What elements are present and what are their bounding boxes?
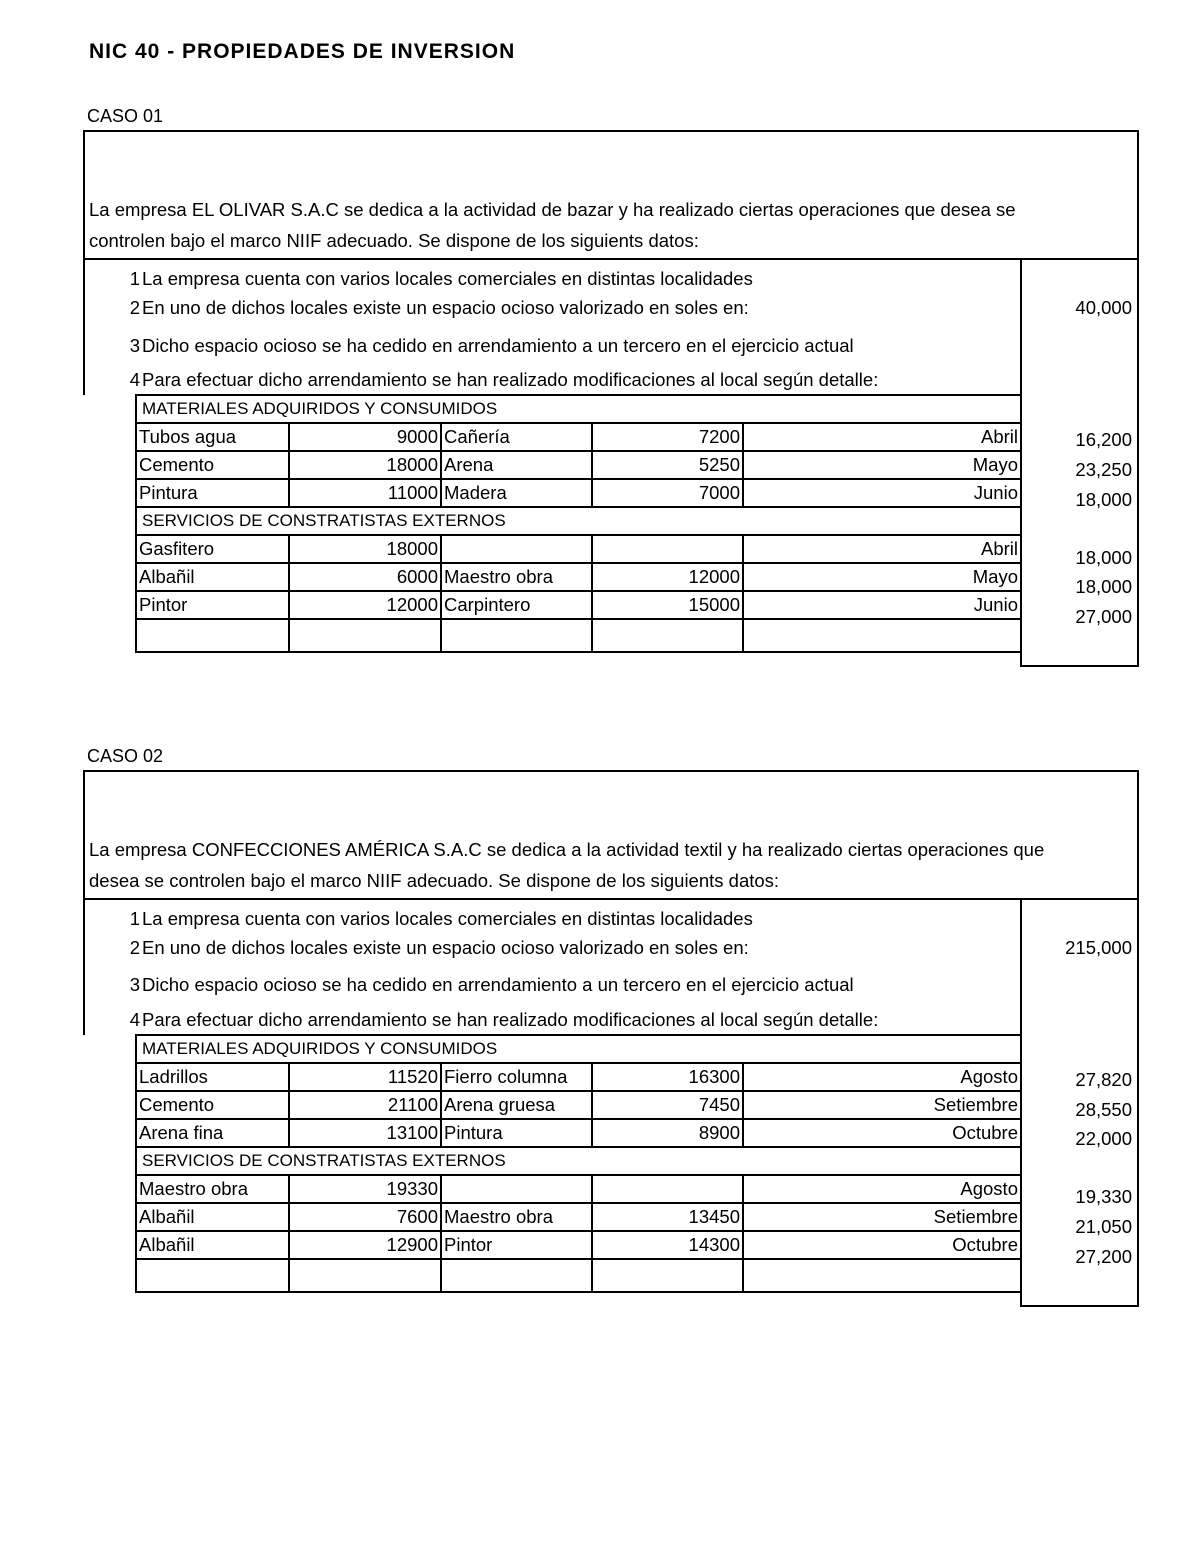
case-01-item-2-total: 40,000	[1075, 297, 1132, 318]
case-02-item-3: 3 Dicho espacio ocioso se ha cedido en arrendamiento a un tercero en el ejercicio actual	[129, 974, 854, 995]
table-cell: Fierro columna	[441, 1063, 592, 1091]
table-cell: Arena gruesa	[441, 1091, 592, 1119]
table-cell: Maestro obra	[136, 1175, 289, 1203]
table-cell: 12000	[592, 563, 743, 591]
case-02-item-2: 2 En uno de dichos locales existe un espacio ocioso valorizado en soles en:	[129, 937, 749, 958]
table-cell: Albañil	[136, 1203, 289, 1231]
table-row	[136, 591, 1021, 619]
table-row	[136, 423, 1021, 451]
case-02-materials-total-3: 22,000	[1075, 1128, 1132, 1149]
table-row	[136, 395, 1021, 423]
case-01-intro-box	[83, 130, 1139, 260]
table-cell	[136, 619, 289, 652]
table-cell: Octubre	[743, 1231, 1021, 1259]
case-01-intro-line-2: controlen bajo el marco NIIF adecuado. Se dispone de los siguients datos:	[89, 230, 699, 251]
table-cell	[289, 619, 441, 652]
table-row	[136, 619, 1021, 652]
table-cell: Pintor	[441, 1231, 592, 1259]
table-cell: Tubos agua	[136, 423, 289, 451]
table-cell: 11000	[289, 479, 441, 507]
table-cell: Pintura	[441, 1119, 592, 1147]
table-row	[136, 451, 1021, 479]
table-cell: 12900	[289, 1231, 441, 1259]
table-cell: Agosto	[743, 1175, 1021, 1203]
table-cell: Setiembre	[743, 1203, 1021, 1231]
case-01-materials-total-3: 18,000	[1075, 489, 1132, 510]
table-cell	[441, 535, 592, 563]
case-02-item-1: 1 La empresa cuenta con varios locales comerciales en distintas localidades	[129, 908, 753, 929]
table-cell: Albañil	[136, 1231, 289, 1259]
table-cell	[743, 1259, 1021, 1292]
case-02-materials-total-1: 27,820	[1075, 1069, 1132, 1090]
table-cell: Octubre	[743, 1119, 1021, 1147]
case-01-left-border	[83, 258, 85, 395]
case-02-services-total-2: 21,050	[1075, 1216, 1132, 1237]
table-cell: Gasfitero	[136, 535, 289, 563]
case-01-item-1: 1 La empresa cuenta con varios locales comerciales en distintas localidades	[129, 268, 753, 289]
case-01-materials-header: MATERIALES ADQUIRIDOS Y CONSUMIDOS	[136, 395, 1021, 423]
table-cell: Agosto	[743, 1063, 1021, 1091]
table-cell	[136, 1259, 289, 1292]
table-row	[136, 1175, 1021, 1203]
table-cell: 19330	[289, 1175, 441, 1203]
table-cell	[743, 619, 1021, 652]
table-cell: 7450	[592, 1091, 743, 1119]
case-02-label: CASO 02	[87, 746, 164, 766]
table-cell: 9000	[289, 423, 441, 451]
table-cell: 7600	[289, 1203, 441, 1231]
table-row	[136, 1035, 1021, 1063]
case-01-intro-text	[89, 194, 1131, 256]
case-02-intro-text	[89, 834, 1131, 896]
case-01-intro-bottom-border	[83, 258, 1021, 260]
table-cell: 18000	[289, 451, 441, 479]
table-row	[136, 479, 1021, 507]
table-cell: 13450	[592, 1203, 743, 1231]
case-02-services-header: SERVICIOS DE CONSTRATISTAS EXTERNOS	[136, 1147, 1021, 1175]
table-cell	[441, 1259, 592, 1292]
table-cell: 18000	[289, 535, 441, 563]
table-cell: Abril	[743, 423, 1021, 451]
case-01-materials-total-1: 16,200	[1075, 429, 1132, 450]
case-01-item-4: 4 Para efectuar dicho arrendamiento se han realizado modificaciones al local según detalle:	[129, 369, 879, 390]
table-cell: Arena	[441, 451, 592, 479]
case-01-services-total-1: 18,000	[1075, 547, 1132, 568]
table-row	[136, 535, 1021, 563]
table-cell: 8900	[592, 1119, 743, 1147]
case-02-intro-line-1: La empresa CONFECCIONES AMÉRICA S.A.C se dedica a la actividad textil y ha realizado ciertas operaciones que	[89, 839, 1045, 860]
table-cell: Cañería	[441, 423, 592, 451]
case-01-item-3: 3 Dicho espacio ocioso se ha cedido en arrendamiento a un tercero en el ejercicio actual	[129, 335, 854, 356]
case-01-materials-total-2: 23,250	[1075, 459, 1132, 480]
case-02-intro-box	[83, 770, 1139, 900]
table-cell: Madera	[441, 479, 592, 507]
table-cell: 21100	[289, 1091, 441, 1119]
table-cell: Abril	[743, 535, 1021, 563]
table-cell	[592, 1259, 743, 1292]
table-row	[136, 563, 1021, 591]
table-cell: Cemento	[136, 451, 289, 479]
case-01-label: CASO 01	[87, 106, 164, 126]
table-cell	[592, 535, 743, 563]
table-row	[136, 1119, 1021, 1147]
table-cell: Maestro obra	[441, 1203, 592, 1231]
case-02-intro-bottom-border	[83, 898, 1021, 900]
case-01-item-2: 2 En uno de dichos locales existe un espacio ocioso valorizado en soles en:	[129, 297, 749, 318]
case-02-detail-table	[135, 1034, 1022, 1293]
table-cell: Mayo	[743, 451, 1021, 479]
case-02-services-total-3: 27,200	[1075, 1246, 1132, 1267]
table-cell: 11520	[289, 1063, 441, 1091]
case-01-detail-table	[135, 394, 1022, 653]
case-02-item-4: 4 Para efectuar dicho arrendamiento se han realizado modificaciones al local según detalle:	[129, 1009, 879, 1030]
table-cell	[289, 1259, 441, 1292]
table-row	[136, 507, 1021, 535]
table-cell: 13100	[289, 1119, 441, 1147]
case-02-intro-line-2: desea se controlen bajo el marco NIIF adecuado. Se dispone de los siguients datos:	[89, 870, 780, 891]
table-cell	[592, 619, 743, 652]
table-row	[136, 1063, 1021, 1091]
case-01-services-total-2: 18,000	[1075, 576, 1132, 597]
table-row	[136, 1231, 1021, 1259]
table-cell	[441, 1175, 592, 1203]
table-cell: Ladrillos	[136, 1063, 289, 1091]
table-row	[136, 1091, 1021, 1119]
page-title: NIC 40 - PROPIEDADES DE INVERSION	[89, 40, 516, 63]
table-cell: 14300	[592, 1231, 743, 1259]
table-cell: Cemento	[136, 1091, 289, 1119]
table-cell: 12000	[289, 591, 441, 619]
table-cell: Pintor	[136, 591, 289, 619]
table-cell: Setiembre	[743, 1091, 1021, 1119]
table-cell	[592, 1175, 743, 1203]
case-02-services-total-1: 19,330	[1075, 1186, 1132, 1207]
table-cell: Carpintero	[441, 591, 592, 619]
table-cell: Pintura	[136, 479, 289, 507]
table-row	[136, 1259, 1021, 1292]
table-cell: 5250	[592, 451, 743, 479]
table-cell: 6000	[289, 563, 441, 591]
case-01-services-header: SERVICIOS DE CONSTRATISTAS EXTERNOS	[136, 507, 1021, 535]
table-cell: Mayo	[743, 563, 1021, 591]
table-row	[136, 1147, 1021, 1175]
table-cell	[441, 619, 592, 652]
table-cell: 16300	[592, 1063, 743, 1091]
table-cell: 15000	[592, 591, 743, 619]
table-cell: Arena fina	[136, 1119, 289, 1147]
table-cell: Albañil	[136, 563, 289, 591]
case-01-intro-line-1: La empresa EL OLIVAR S.A.C se dedica a la actividad de bazar y ha realizado ciertas operaciones que desea se	[89, 199, 1016, 220]
table-cell: 7000	[592, 479, 743, 507]
case-02-left-border	[83, 898, 85, 1035]
table-row	[136, 1203, 1021, 1231]
case-02-item-2-total: 215,000	[1065, 937, 1132, 958]
table-cell: Junio	[743, 591, 1021, 619]
table-cell: Junio	[743, 479, 1021, 507]
case-01-services-total-3: 27,000	[1075, 606, 1132, 627]
case-02-materials-total-2: 28,550	[1075, 1099, 1132, 1120]
case-02-materials-header: MATERIALES ADQUIRIDOS Y CONSUMIDOS	[136, 1035, 1021, 1063]
table-cell: 7200	[592, 423, 743, 451]
table-cell: Maestro obra	[441, 563, 592, 591]
